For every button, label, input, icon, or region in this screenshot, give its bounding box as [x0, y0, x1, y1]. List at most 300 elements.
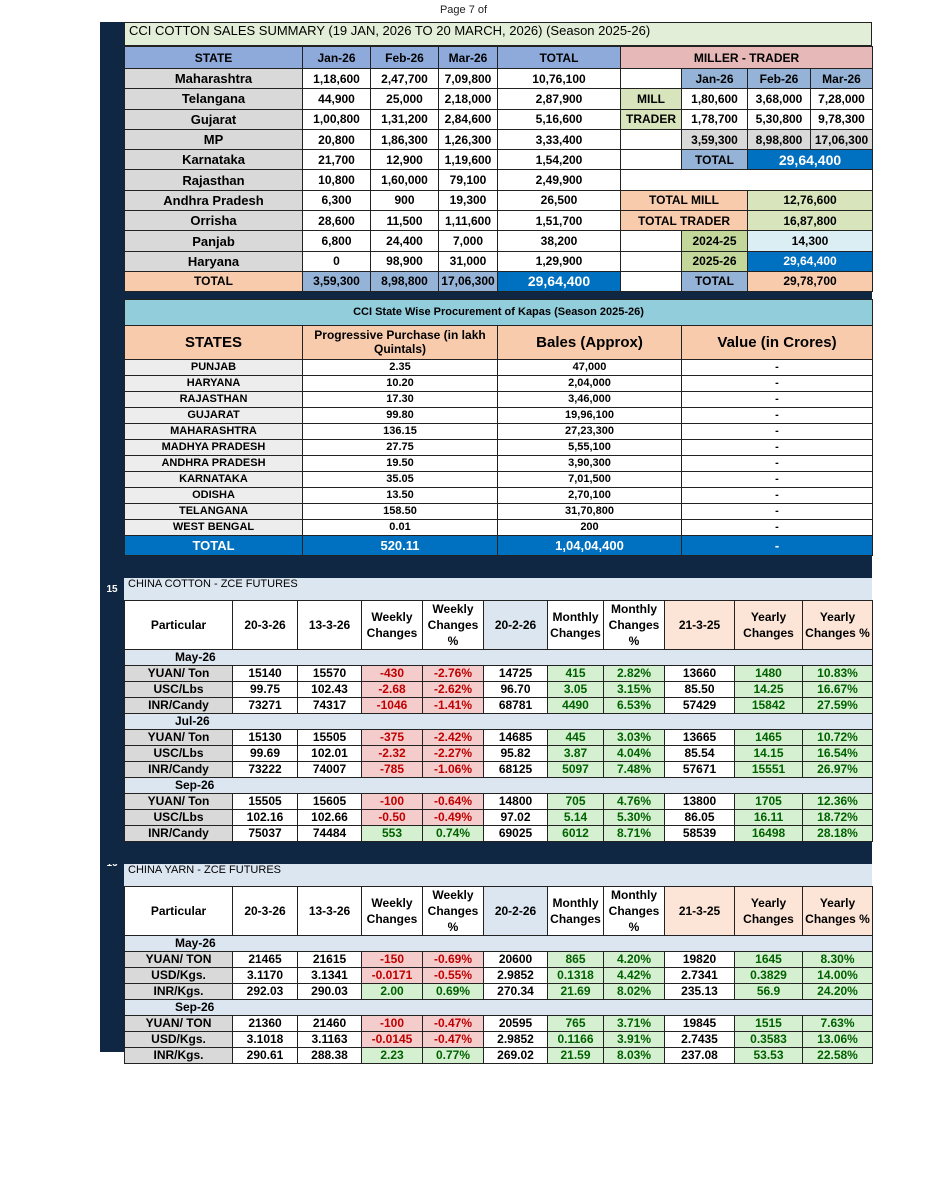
column-header: Weekly Changes — [362, 886, 423, 935]
grand-total-label: TOTAL — [682, 271, 748, 291]
kapas-value: 0.01 — [303, 519, 498, 535]
futures-value: 21460 — [298, 1015, 362, 1031]
futures-value: 96.70 — [484, 681, 548, 697]
monthly-change: 0.1318 — [548, 967, 604, 983]
futures-value: 102.66 — [298, 809, 362, 825]
futures-row — [125, 697, 873, 713]
futures-value: 57429 — [665, 697, 735, 713]
sum-value: 3,59,300 — [682, 129, 748, 149]
futures-value: 58539 — [665, 825, 735, 841]
cotton-title: CHINA COTTON - ZCE FUTURES — [124, 578, 872, 600]
weekly-change: -2.27% — [423, 745, 484, 761]
blank-cell — [621, 231, 682, 251]
weekly-change: 0.77% — [423, 1047, 484, 1063]
particular-label: INR/Kgs. — [125, 983, 233, 999]
futures-value: 235.13 — [665, 983, 735, 999]
monthly-change: 8.03% — [604, 1047, 665, 1063]
month-header: Jan-26 — [682, 69, 748, 89]
column-header: Feb-26 — [371, 47, 439, 69]
kapas-row — [125, 407, 873, 423]
kapas-title-row — [125, 299, 873, 325]
kapas-value: - — [682, 487, 873, 503]
month-label: Sep-26 — [125, 777, 873, 793]
weekly-change: -2.76% — [423, 665, 484, 681]
column-header: Yearly Changes % — [803, 600, 873, 649]
kapas-value: 7,01,500 — [498, 471, 682, 487]
particular-label: YUAN/ Ton — [125, 729, 233, 745]
total-label: TOTAL — [125, 535, 303, 555]
month-row — [125, 999, 873, 1015]
kapas-value: 19,96,100 — [498, 407, 682, 423]
monthly-change: 8.71% — [604, 825, 665, 841]
kapas-row — [125, 503, 873, 519]
weekly-change: -0.0171 — [362, 967, 423, 983]
futures-value: 99.75 — [233, 681, 298, 697]
state-name: GUJARAT — [125, 407, 303, 423]
futures-value: 13665 — [665, 729, 735, 745]
grand-total-value: 29,78,700 — [748, 271, 873, 291]
state-name: PUNJAB — [125, 359, 303, 375]
column-header: Weekly Changes — [362, 600, 423, 649]
futures-value: 14725 — [484, 665, 548, 681]
kapas-value: - — [682, 519, 873, 535]
sales-value: 1,26,300 — [439, 129, 498, 149]
sales-value: 900 — [371, 190, 439, 210]
futures-row — [125, 761, 873, 777]
column-header: Monthly Changes % — [604, 886, 665, 935]
futures-value: 68125 — [484, 761, 548, 777]
yearly-change: 1465 — [735, 729, 803, 745]
kapas-value: - — [682, 455, 873, 471]
kapas-row — [125, 391, 873, 407]
state-name: RAJASTHAN — [125, 391, 303, 407]
yarn-table — [124, 886, 873, 1064]
futures-value: 21465 — [233, 951, 298, 967]
kapas-row — [125, 423, 873, 439]
total-trader-label: TOTAL TRADER — [621, 211, 748, 231]
column-header: STATE — [125, 47, 303, 69]
sales-header-row — [125, 47, 873, 69]
state-name: Andhra Pradesh — [125, 190, 303, 210]
monthly-change: 4.20% — [604, 951, 665, 967]
state-name: KARNATAKA — [125, 471, 303, 487]
sales-value: 24,400 — [371, 231, 439, 251]
particular-label: YUAN/ TON — [125, 951, 233, 967]
yearly-change: 0.3583 — [735, 1031, 803, 1047]
sales-value: 1,18,600 — [303, 69, 371, 89]
state-name: ODISHA — [125, 487, 303, 503]
weekly-change: -2.62% — [423, 681, 484, 697]
mill-value: 3,68,000 — [748, 89, 811, 109]
kapas-value: 27.75 — [303, 439, 498, 455]
sales-value: 2,18,000 — [439, 89, 498, 109]
kapas-value: 2,70,100 — [498, 487, 682, 503]
kapas-value: 99.80 — [303, 407, 498, 423]
futures-value: 292.03 — [233, 983, 298, 999]
yearly-change: 14.25 — [735, 681, 803, 697]
yearly-change: 10.83% — [803, 665, 873, 681]
column-header: 13-3-26 — [298, 886, 362, 935]
sales-total-row — [125, 271, 873, 291]
weekly-change: -100 — [362, 793, 423, 809]
futures-row — [125, 729, 873, 745]
particular-label: INR/Kgs. — [125, 1047, 233, 1063]
weekly-change: -0.47% — [423, 1015, 484, 1031]
kapas-value: - — [682, 503, 873, 519]
yearly-change: 7.63% — [803, 1015, 873, 1031]
sales-value: 1,29,900 — [498, 251, 621, 271]
total-value: 520.11 — [303, 535, 498, 555]
sales-row — [125, 150, 873, 170]
kapas-value: 13.50 — [303, 487, 498, 503]
monthly-change: 3.87 — [548, 745, 604, 761]
column-header: 20-2-26 — [484, 600, 548, 649]
total-value: 17,06,300 — [439, 271, 498, 291]
kapas-row — [125, 519, 873, 535]
monthly-change: 6012 — [548, 825, 604, 841]
futures-value: 68781 — [484, 697, 548, 713]
yearly-change: 14.00% — [803, 967, 873, 983]
weekly-change: -0.49% — [423, 809, 484, 825]
sales-value: 1,31,200 — [371, 109, 439, 129]
weekly-change: -1046 — [362, 697, 423, 713]
state-name: Karnataka — [125, 150, 303, 170]
yearly-change: 1480 — [735, 665, 803, 681]
kapas-value: 2,04,000 — [498, 375, 682, 391]
state-name: MP — [125, 129, 303, 149]
state-name: Haryana — [125, 251, 303, 271]
monthly-change: 4490 — [548, 697, 604, 713]
particular-label: USC/Lbs — [125, 681, 233, 697]
weekly-change: -100 — [362, 1015, 423, 1031]
futures-value: 74484 — [298, 825, 362, 841]
sales-value: 26,500 — [498, 190, 621, 210]
weekly-change: -0.0145 — [362, 1031, 423, 1047]
futures-value: 269.02 — [484, 1047, 548, 1063]
kapas-value: 31,70,800 — [498, 503, 682, 519]
divider — [100, 292, 872, 299]
month-label: May-26 — [125, 649, 873, 665]
weekly-change: 0.69% — [423, 983, 484, 999]
kapas-value: - — [682, 375, 873, 391]
futures-value: 288.38 — [298, 1047, 362, 1063]
sales-value: 1,54,200 — [498, 150, 621, 170]
futures-row — [125, 983, 873, 999]
mill-value: 7,28,000 — [811, 89, 873, 109]
total-label: TOTAL — [682, 150, 748, 170]
sales-title: CCI COTTON SALES SUMMARY (19 JAN, 2026 TO 20 MARCH, 2026) (Season 2025-26) — [124, 22, 872, 46]
sales-value: 12,900 — [371, 150, 439, 170]
futures-value: 73222 — [233, 761, 298, 777]
kapas-value: - — [682, 407, 873, 423]
trader-value: 1,78,700 — [682, 109, 748, 129]
total-value: 29,64,400 — [748, 150, 873, 170]
sales-value: 2,84,600 — [439, 109, 498, 129]
yearly-change: 16.67% — [803, 681, 873, 697]
weekly-change: -0.50 — [362, 809, 423, 825]
sales-value: 6,300 — [303, 190, 371, 210]
kapas-row — [125, 375, 873, 391]
monthly-change: 3.91% — [604, 1031, 665, 1047]
state-name: Gujarat — [125, 109, 303, 129]
futures-header-row — [125, 886, 873, 935]
sales-value: 1,11,600 — [439, 211, 498, 231]
futures-value: 15505 — [298, 729, 362, 745]
weekly-change: 553 — [362, 825, 423, 841]
report-frame — [100, 22, 872, 1063]
weekly-change: -375 — [362, 729, 423, 745]
yearly-change: 15551 — [735, 761, 803, 777]
monthly-change: 5097 — [548, 761, 604, 777]
futures-value: 69025 — [484, 825, 548, 841]
futures-value: 3.1341 — [298, 967, 362, 983]
futures-value: 21615 — [298, 951, 362, 967]
column-header: Value (in Crores) — [682, 325, 873, 359]
state-name: ANDHRA PRADESH — [125, 455, 303, 471]
total-value: 8,98,800 — [371, 271, 439, 291]
blank-cell — [621, 170, 873, 190]
futures-row — [125, 745, 873, 761]
yearly-change: 15842 — [735, 697, 803, 713]
weekly-change: 2.23 — [362, 1047, 423, 1063]
kapas-value: 10.20 — [303, 375, 498, 391]
futures-row — [125, 665, 873, 681]
sales-value: 11,500 — [371, 211, 439, 231]
state-name: TELANGANA — [125, 503, 303, 519]
sales-value: 0 — [303, 251, 371, 271]
monthly-change: 3.71% — [604, 1015, 665, 1031]
sales-row — [125, 170, 873, 190]
sales-value: 1,51,700 — [498, 211, 621, 231]
futures-value: 73271 — [233, 697, 298, 713]
state-name: HARYANA — [125, 375, 303, 391]
monthly-change: 5.14 — [548, 809, 604, 825]
monthly-change: 445 — [548, 729, 604, 745]
monthly-change: 0.1166 — [548, 1031, 604, 1047]
futures-row — [125, 951, 873, 967]
state-name: WEST BENGAL — [125, 519, 303, 535]
weekly-change: -0.69% — [423, 951, 484, 967]
weekly-change: -2.42% — [423, 729, 484, 745]
month-label: Jul-26 — [125, 713, 873, 729]
futures-value: 270.34 — [484, 983, 548, 999]
kapas-value: 27,23,300 — [498, 423, 682, 439]
kapas-value: - — [682, 391, 873, 407]
weekly-change: -1.06% — [423, 761, 484, 777]
month-row — [125, 935, 873, 951]
column-header: 20-2-26 — [484, 886, 548, 935]
yearly-change: 26.97% — [803, 761, 873, 777]
sales-row — [125, 129, 873, 149]
particular-label: USD/Kgs. — [125, 1031, 233, 1047]
futures-header-row — [125, 600, 873, 649]
futures-value: 74317 — [298, 697, 362, 713]
futures-value: 290.03 — [298, 983, 362, 999]
monthly-change: 4.04% — [604, 745, 665, 761]
kapas-value: 19.50 — [303, 455, 498, 471]
state-name: Orrisha — [125, 211, 303, 231]
monthly-change: 765 — [548, 1015, 604, 1031]
sales-value: 44,900 — [303, 89, 371, 109]
yearly-change: 16498 — [735, 825, 803, 841]
yearly-change: 14.15 — [735, 745, 803, 761]
sales-value: 10,800 — [303, 170, 371, 190]
sales-value: 1,60,000 — [371, 170, 439, 190]
kapas-row — [125, 471, 873, 487]
yearly-change: 53.53 — [735, 1047, 803, 1063]
futures-value: 2.7341 — [665, 967, 735, 983]
sales-value: 25,000 — [371, 89, 439, 109]
sales-value: 28,600 — [303, 211, 371, 231]
particular-label: USC/Lbs — [125, 809, 233, 825]
sales-row — [125, 211, 873, 231]
kapas-value: 3,46,000 — [498, 391, 682, 407]
state-name: MAHARASHTRA — [125, 423, 303, 439]
miller-trader-title: MILLER - TRADER — [621, 47, 873, 69]
column-header: Weekly Changes % — [423, 600, 484, 649]
season-value: 29,64,400 — [748, 251, 873, 271]
futures-value: 15505 — [233, 793, 298, 809]
futures-row — [125, 809, 873, 825]
yearly-change: 27.59% — [803, 697, 873, 713]
weekly-change: -2.68 — [362, 681, 423, 697]
kapas-value: - — [682, 423, 873, 439]
divider — [100, 556, 872, 578]
weekly-change: -430 — [362, 665, 423, 681]
sales-value: 7,09,800 — [439, 69, 498, 89]
yearly-change: 1705 — [735, 793, 803, 809]
kapas-value: 200 — [498, 519, 682, 535]
yearly-change: 12.36% — [803, 793, 873, 809]
sales-row — [125, 89, 873, 109]
column-header: 13-3-26 — [298, 600, 362, 649]
yearly-change: 16.11 — [735, 809, 803, 825]
futures-value: 15130 — [233, 729, 298, 745]
futures-value: 75037 — [233, 825, 298, 841]
particular-label: USC/Lbs — [125, 745, 233, 761]
particular-label: INR/Candy — [125, 761, 233, 777]
column-header: Particular — [125, 886, 233, 935]
monthly-change: 5.30% — [604, 809, 665, 825]
weekly-change: -0.55% — [423, 967, 484, 983]
futures-value: 21360 — [233, 1015, 298, 1031]
season-label: 2025-26 — [682, 251, 748, 271]
monthly-change: 3.03% — [604, 729, 665, 745]
weekly-change: -1.41% — [423, 697, 484, 713]
month-row — [125, 777, 873, 793]
futures-value: 102.43 — [298, 681, 362, 697]
futures-value: 2.9852 — [484, 967, 548, 983]
sales-row — [125, 190, 873, 210]
kapas-title: CCI State Wise Procurement of Kapas (Season 2025-26) — [125, 299, 873, 325]
futures-value: 97.02 — [484, 809, 548, 825]
yearly-change: 24.20% — [803, 983, 873, 999]
column-header: Yearly Changes % — [803, 886, 873, 935]
kapas-value: 35.05 — [303, 471, 498, 487]
column-header: Jan-26 — [303, 47, 371, 69]
futures-value: 102.16 — [233, 809, 298, 825]
section-number-15: 15 — [106, 584, 118, 595]
column-header: Monthly Changes — [548, 886, 604, 935]
futures-value: 15605 — [298, 793, 362, 809]
particular-label: YUAN/ Ton — [125, 665, 233, 681]
futures-value: 99.69 — [233, 745, 298, 761]
kapas-value: 136.15 — [303, 423, 498, 439]
futures-value: 102.01 — [298, 745, 362, 761]
trader-label: TRADER — [621, 109, 682, 129]
blank-cell — [621, 69, 682, 89]
weekly-change: -785 — [362, 761, 423, 777]
mill-label: MILL — [621, 89, 682, 109]
total-mill-value: 12,76,600 — [748, 190, 873, 210]
futures-value: 20595 — [484, 1015, 548, 1031]
total-mill-label: TOTAL MILL — [621, 190, 748, 210]
futures-value: 13800 — [665, 793, 735, 809]
column-header: Mar-26 — [439, 47, 498, 69]
particular-label: INR/Candy — [125, 697, 233, 713]
sales-value: 31,000 — [439, 251, 498, 271]
futures-value: 57671 — [665, 761, 735, 777]
monthly-change: 705 — [548, 793, 604, 809]
yearly-change: 1645 — [735, 951, 803, 967]
kapas-row — [125, 487, 873, 503]
state-name: Maharashtra — [125, 69, 303, 89]
particular-label: YUAN/ TON — [125, 1015, 233, 1031]
sales-value: 3,33,400 — [498, 129, 621, 149]
yearly-change: 56.9 — [735, 983, 803, 999]
weekly-change: -150 — [362, 951, 423, 967]
sales-value: 21,700 — [303, 150, 371, 170]
kapas-header-row — [125, 325, 873, 359]
month-row — [125, 649, 873, 665]
monthly-change: 8.02% — [604, 983, 665, 999]
kapas-value: 2.35 — [303, 359, 498, 375]
state-name: MADHYA PRADESH — [125, 439, 303, 455]
kapas-value: 3,90,300 — [498, 455, 682, 471]
season-label: 2024-25 — [682, 231, 748, 251]
kapas-row — [125, 455, 873, 471]
kapas-value: - — [682, 439, 873, 455]
trader-value: 5,30,800 — [748, 109, 811, 129]
season-value: 14,300 — [748, 231, 873, 251]
sales-value: 1,19,600 — [439, 150, 498, 170]
futures-value: 19845 — [665, 1015, 735, 1031]
sales-value: 20,800 — [303, 129, 371, 149]
monthly-change: 6.53% — [604, 697, 665, 713]
futures-value: 15140 — [233, 665, 298, 681]
column-header: Weekly Changes % — [423, 886, 484, 935]
futures-value: 85.54 — [665, 745, 735, 761]
kapas-value: 17.30 — [303, 391, 498, 407]
column-header: STATES — [125, 325, 303, 359]
futures-row — [125, 793, 873, 809]
yarn-title: CHINA YARN - ZCE FUTURES — [124, 864, 872, 886]
blank-cell — [621, 271, 682, 291]
state-name: Rajasthan — [125, 170, 303, 190]
sum-value: 8,98,800 — [748, 129, 811, 149]
total-trader-value: 16,87,800 — [748, 211, 873, 231]
sales-value: 2,87,900 — [498, 89, 621, 109]
monthly-change: 3.15% — [604, 681, 665, 697]
month-label: May-26 — [125, 935, 873, 951]
kapas-total-row — [125, 535, 873, 555]
yearly-change: 13.06% — [803, 1031, 873, 1047]
kapas-table — [124, 299, 873, 556]
column-header: Progressive Purchase (in lakh Quintals) — [303, 325, 498, 359]
futures-value: 19820 — [665, 951, 735, 967]
trader-value: 9,78,300 — [811, 109, 873, 129]
column-header: Monthly Changes — [548, 600, 604, 649]
